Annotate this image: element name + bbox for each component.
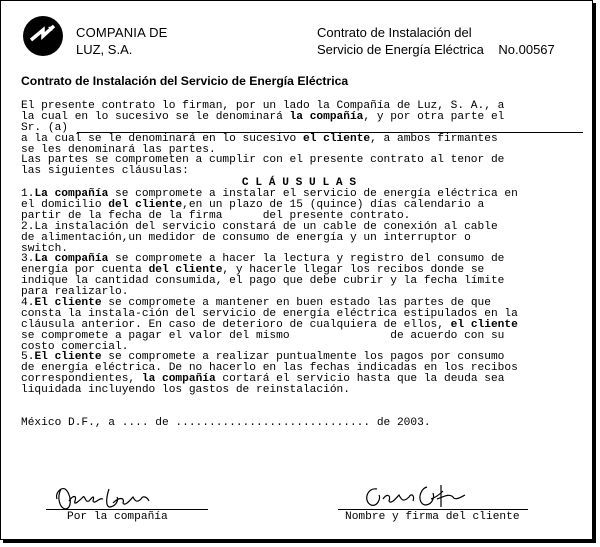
contract-header xyxy=(317,24,555,58)
clause-line: 2.La instalación del servicio constará de un cable de conexión al cable xyxy=(21,220,498,233)
contract-title: Contrato de Instalación del Servicio de Energía Eléctrica xyxy=(21,74,349,88)
clause-line: partir de la fecha de la firma del presente contrato. xyxy=(21,209,411,222)
clause-line: el domicilio del cliente,en un plazo de 15 (quince) días calendario a xyxy=(21,199,485,212)
lightning-bolt-logo-icon xyxy=(21,14,65,58)
contract-header-line1: Contrato de Instalación del xyxy=(317,25,472,40)
clause-line: 1.La compañía se compromete a instalar el servicio de energía eléctrica en xyxy=(21,188,518,201)
clause-line: liquidada incluyendo los gastos de reinstalación. xyxy=(21,384,350,397)
contract-body xyxy=(21,101,587,429)
client-name-field[interactable] xyxy=(77,132,583,133)
clause-line: consta la instala-ción del servicio de energía eléctrica estipulados en la xyxy=(21,307,518,320)
intro-line: se les denominará las partes. xyxy=(21,143,216,156)
clause-line: cláusula anterior. En caso de deterioro de cualquiera de ellos, el cliente xyxy=(21,318,518,331)
clause-line: correspondientes, la compañía cortará el servicio hasta que la deuda sea xyxy=(21,373,505,386)
place-and-date: México D.F., a .... de ............................. de 2003. xyxy=(21,417,431,430)
clause-line: para realizarlo. xyxy=(21,286,129,299)
client-signature-caption: Nombre y firma del cliente xyxy=(345,511,520,523)
clause-line: 5.El cliente se compromete a realizar puntualmente los pagos por consumo xyxy=(21,351,505,364)
company-name-line1: COMPANIA DE xyxy=(76,25,168,40)
clause-line: energía por cuenta del cliente, y hacerle llegar los recibos donde se xyxy=(21,264,485,277)
clause-line: costo comercial. xyxy=(21,340,129,353)
client-signature-line xyxy=(338,509,528,510)
intro-line: las siguientes cláusulas: xyxy=(21,165,189,178)
clause-line: de alimentación,un medidor de consumo de energía y un interruptor o xyxy=(21,231,471,244)
contract-number: No.00567 xyxy=(498,42,555,57)
intro-line: a la cual se le denominará en lo sucesivo el cliente, a ambos firmantes xyxy=(21,132,498,145)
clause-line: de energía eléctrica. De no hacerlo en las fechas indicadas en los recibos xyxy=(21,362,518,375)
clause-line: 3.La compañía se compromete a hacer la lectura y registro del consumo de xyxy=(21,253,505,266)
contract-header-service: Servicio de Energía Eléctrica xyxy=(317,42,484,57)
intro-line: Las partes se comprometen a cumplir con el presente contrato al tenor de xyxy=(21,154,505,167)
clause-line: switch. xyxy=(21,242,68,255)
clause-line: se compromete a pagar el valor del mismo de acuerdo con su xyxy=(21,329,505,342)
clause-line: 4.El cliente se compromete a mantener en buen estado las partes de que xyxy=(21,297,491,310)
intro-line: El presente contrato lo firman, por un lado la Compañía de Luz, S. A., a xyxy=(21,100,505,112)
contract-header-line2 xyxy=(317,41,555,58)
client-name-line: Sr. (a) xyxy=(21,123,587,134)
intro-line: la cual en lo sucesivo se le denominará la compañía, y por otra parte el xyxy=(21,110,505,123)
company-signature-line xyxy=(46,509,208,510)
clauses-heading: C L Á U S U L A S xyxy=(241,177,357,190)
client-signature xyxy=(357,481,477,511)
company-name-line2: LUZ, S.A. xyxy=(76,42,133,57)
clause-line: indique la cantidad consumida, el pago que debe cubrir y la fecha límite xyxy=(21,275,505,288)
company-signature-caption: Por la compañía xyxy=(67,511,168,523)
company-name xyxy=(76,24,168,58)
